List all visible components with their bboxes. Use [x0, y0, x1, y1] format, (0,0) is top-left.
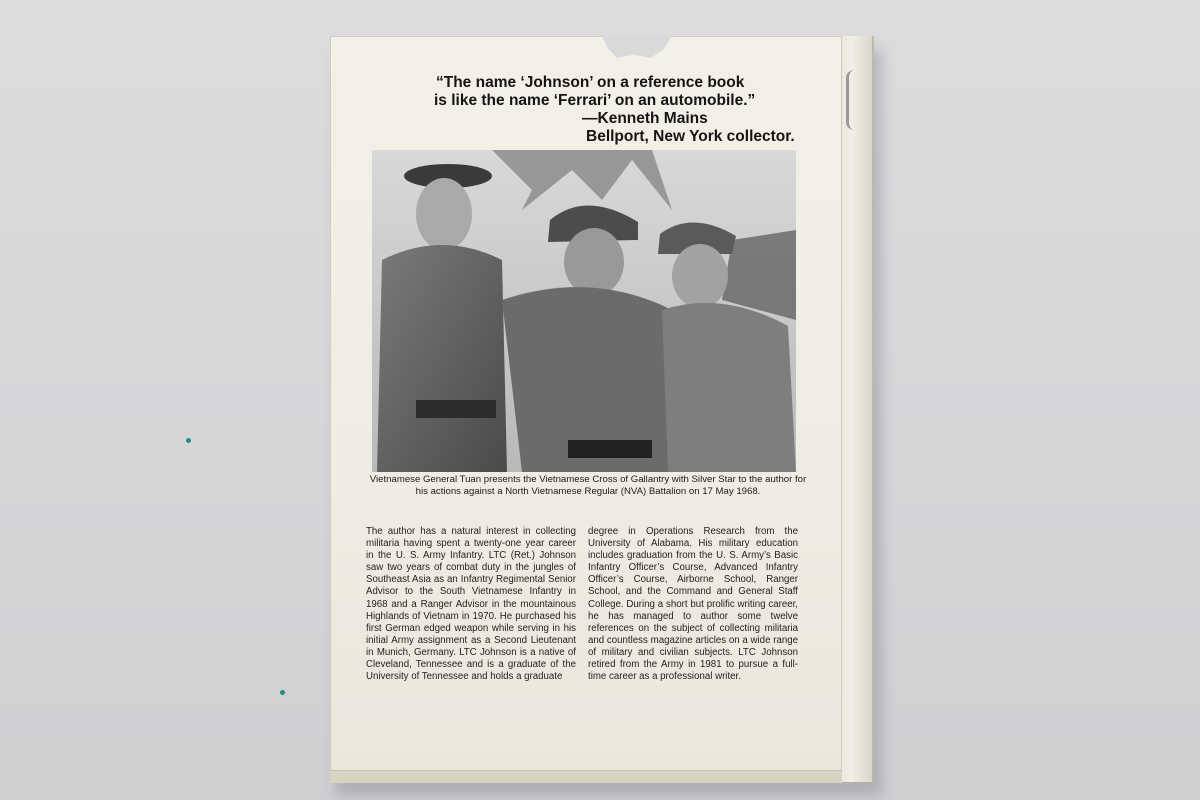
- quote-line: “The name ‘Johnson’ on a reference book: [436, 74, 745, 91]
- photograph: [372, 150, 796, 472]
- teal-dot: [186, 438, 191, 443]
- photo-caption: Vietnamese General Tuan presents the Vietnamese Cross of Gallantry with Silver Star to the author for his actions against a North Vietnamese Regular (NVA) Battalion on 17 May 1968.: [369, 474, 807, 497]
- endorsement-quote: [378, 74, 808, 146]
- quote-attribution: —Kenneth Mains: [582, 110, 708, 127]
- quote-line: is like the name ‘Ferrari’ on an automobile.”: [434, 92, 756, 109]
- book-bottom-edge: [330, 770, 842, 783]
- author-bio-right-column: degree in Operations Research from the University of Alabama. His military education includes graduation from the U. S. Army’s Basic Infantry Officer’s Course, Advanced Infantry Officer’s Course, Airborne School, Ranger School, and the Command and General Staff College. During a short but prolific writing career, he has managed to author some twelve references on the subject of collecting militaria and countless magazine articles on a wide range of military and civilian subjects. LTC Johnson retired from the Army in 1981 to pursue a full-time career as a professional writer.: [588, 526, 798, 683]
- author-bio-left-column: The author has a natural interest in collecting militaria having spent a twenty-one year career in the U. S. Army Infantry. LTC (Ret.) Johnson saw two years of combat duty in the jungles of Southeast Asia as an Infantry Regimental Senior Advisor to the South Vietnamese Infantry in 1968 and a Ranger Advisor in the mountainous Highlands of Vietnam in 1970. He purchased his first German edged weapon while serving in his initial Army assignment as a Second Lieutenant in Munich, Germany. LTC Johnson is a native of Cleveland, Tennessee and is a graduate of the University of Tennessee and holds a graduate: [366, 526, 576, 683]
- teal-dot: [280, 690, 285, 695]
- quote-attribution-location: Bellport, New York collector.: [586, 128, 795, 145]
- book-spine: [838, 36, 874, 782]
- photograph-icon: [372, 150, 796, 472]
- spine-mark: [846, 70, 863, 130]
